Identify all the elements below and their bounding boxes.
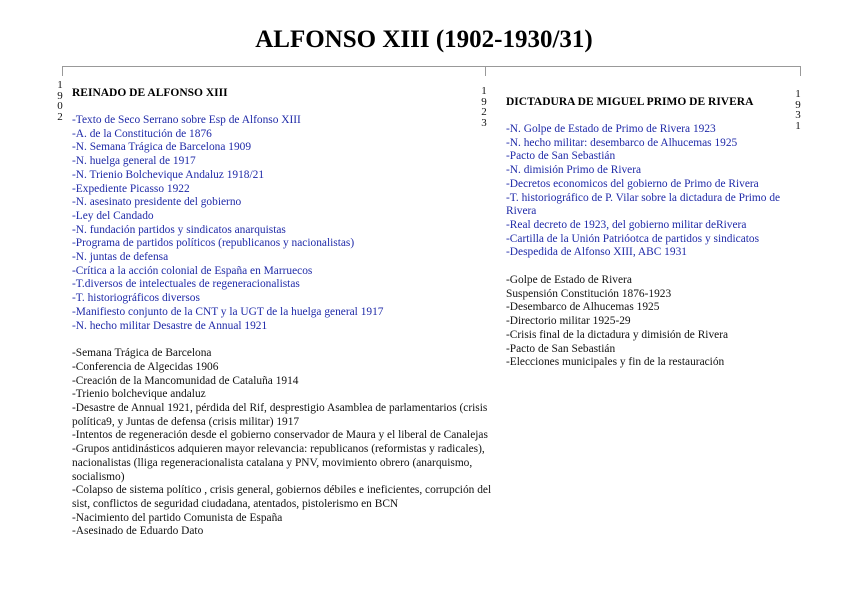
note-item: -Grupos antidinásticos adquieren mayor relevancia: republicanos (reformistas y radicales), nacionalistas (lliga regeneracionalista catalana y PNV, movimiento obrero (anarquismo, socialismo) (72, 443, 485, 483)
note-item: -Creación de la Mancomunidad de Cataluña 1914 (72, 374, 299, 387)
note-item: -Trienio bolchevique andaluz (72, 388, 206, 401)
right-notes-list (506, 274, 791, 370)
note-item: -Crisis final de la dictadura y dimisión de Rivera (506, 328, 729, 341)
note-item: -Elecciones municipales y fin de la restauración (506, 356, 725, 369)
left-heading: REINADO DE ALFONSO XIII (72, 87, 228, 99)
timeline-tick-middle (485, 66, 486, 76)
left-column (72, 86, 492, 539)
document-link[interactable]: -N. juntas de defensa (72, 251, 169, 264)
note-item: Suspensión Constitución 1876-1923 (506, 287, 672, 300)
left-notes-list (72, 347, 492, 539)
year-start (56, 80, 64, 122)
note-item: -Conferencia de Algecidas 1906 (72, 360, 219, 373)
document-link[interactable]: -N. dimisión Primo de Rivera (506, 164, 642, 177)
year-start-digit: 1 (57, 79, 63, 91)
document-link[interactable]: -Pacto de San Sebastián (506, 150, 616, 163)
document-link[interactable]: -Despedida de Alfonso XIII, ABC 1931 (506, 246, 687, 259)
right-column (506, 95, 791, 370)
right-heading: DICTADURA DE MIGUEL PRIMO DE RIVERA (506, 96, 754, 108)
document-link[interactable]: -T. historiográfico de P. Vilar sobre la dictadura de Primo de Rivera (506, 191, 781, 218)
note-item: -Golpe de Estado de Rivera (506, 274, 632, 287)
document-link[interactable]: -N. fundación partidos y sindicatos anarquistas (72, 223, 286, 236)
document-link[interactable]: -A. de la Constitución de 1876 (72, 127, 212, 140)
note-item: -Desembarco de Alhucemas 1925 (506, 301, 660, 314)
year-start-digit: 0 (57, 100, 63, 112)
document-link[interactable]: -N. huelga general de 1917 (72, 155, 196, 168)
document-link[interactable]: -N. hecho militar: desembarco de Alhucemas 1925 (506, 136, 738, 149)
year-end-digit: 3 (795, 109, 801, 121)
document-link[interactable]: -N. Trienio Bolchevique Andaluz 1918/21 (72, 168, 265, 181)
document-link[interactable]: -N. asesinato presidente del gobierno (72, 196, 242, 209)
year-start-digit: 2 (57, 110, 63, 123)
document-link[interactable]: -Manifiesto conjunto de la CNT y la UGT de la huelga general 1917 (72, 305, 384, 318)
year-start-digit: 9 (57, 89, 63, 102)
year-middle-digit: 9 (481, 95, 487, 108)
year-middle-digit: 3 (481, 116, 487, 129)
year-end-digit: 1 (795, 119, 801, 132)
document-link[interactable]: -Expediente Picasso 1922 (72, 182, 190, 195)
year-end-digit: 9 (795, 98, 801, 111)
timeline-line (62, 66, 800, 67)
document-link[interactable]: -Real decreto de 1923, del gobierno militar deRivera (506, 218, 747, 231)
note-item: -Colapso de sistema político , crisis general, gobiernos débiles e ineficientes, corrupción del sist, conflictos de seguridad ciudadana, atentados, pistolerismo en BCN (72, 484, 492, 510)
note-item: -Nacimiento del partido Comunista de España (72, 511, 283, 524)
document-link[interactable]: -N. Golpe de Estado de Primo de Rivera 1923 (506, 123, 716, 135)
document-link[interactable]: -T.diversos de intelectuales de regeneracionalistas (72, 278, 300, 291)
document-link[interactable]: -Crítica a la acción colonial de España en Marruecos (72, 264, 313, 277)
right-link-list (506, 123, 791, 260)
note-item: -Asesinado de Eduardo Dato (72, 525, 204, 538)
page-title: ALFONSO XIII (1902-1930/31) (255, 26, 593, 53)
note-item: -Desastre de Annual 1921, pérdida del Rif, desprestigio Asamblea de parlamentarios (crisis política9, y Juntas de defensa (crisis militar) 1917 (72, 402, 488, 428)
document-link[interactable]: -N. hecho militar Desastre de Annual 1921 (72, 319, 268, 332)
year-end-digit: 1 (795, 88, 801, 100)
note-item: -Pacto de San Sebastián (506, 342, 616, 355)
document-link[interactable]: -N. Semana Trágica de Barcelona 1909 (72, 141, 252, 154)
document-link[interactable]: -Cartilla de la Unión Patrióotca de partidos y sindicatos (506, 232, 760, 245)
year-middle-digit: 2 (481, 106, 487, 118)
timeline-tick-end (800, 66, 801, 76)
left-link-list (72, 114, 492, 333)
document-link[interactable]: -Ley del Candado (72, 209, 154, 222)
note-item: -Intentos de regeneración desde el gobierno conservador de Maura y el liberal de Canalejas (72, 429, 488, 442)
document-link[interactable]: -Texto de Seco Serrano sobre Esp de Alfonso XIII (72, 114, 301, 126)
document-link[interactable]: -Decretos economicos del gobierno de Primo de Rivera (506, 177, 759, 190)
year-middle-digit: 1 (481, 85, 487, 97)
timeline-tick-start (62, 66, 63, 76)
note-item: -Directorio militar 1925-29 (506, 315, 631, 328)
document-link[interactable]: -Programa de partidos políticos (republicanos y nacionalistas) (72, 237, 355, 250)
note-item: -Semana Trágica de Barcelona (72, 347, 212, 360)
document-link[interactable]: -T. historiográficos diversos (72, 292, 200, 305)
year-end (794, 89, 802, 131)
